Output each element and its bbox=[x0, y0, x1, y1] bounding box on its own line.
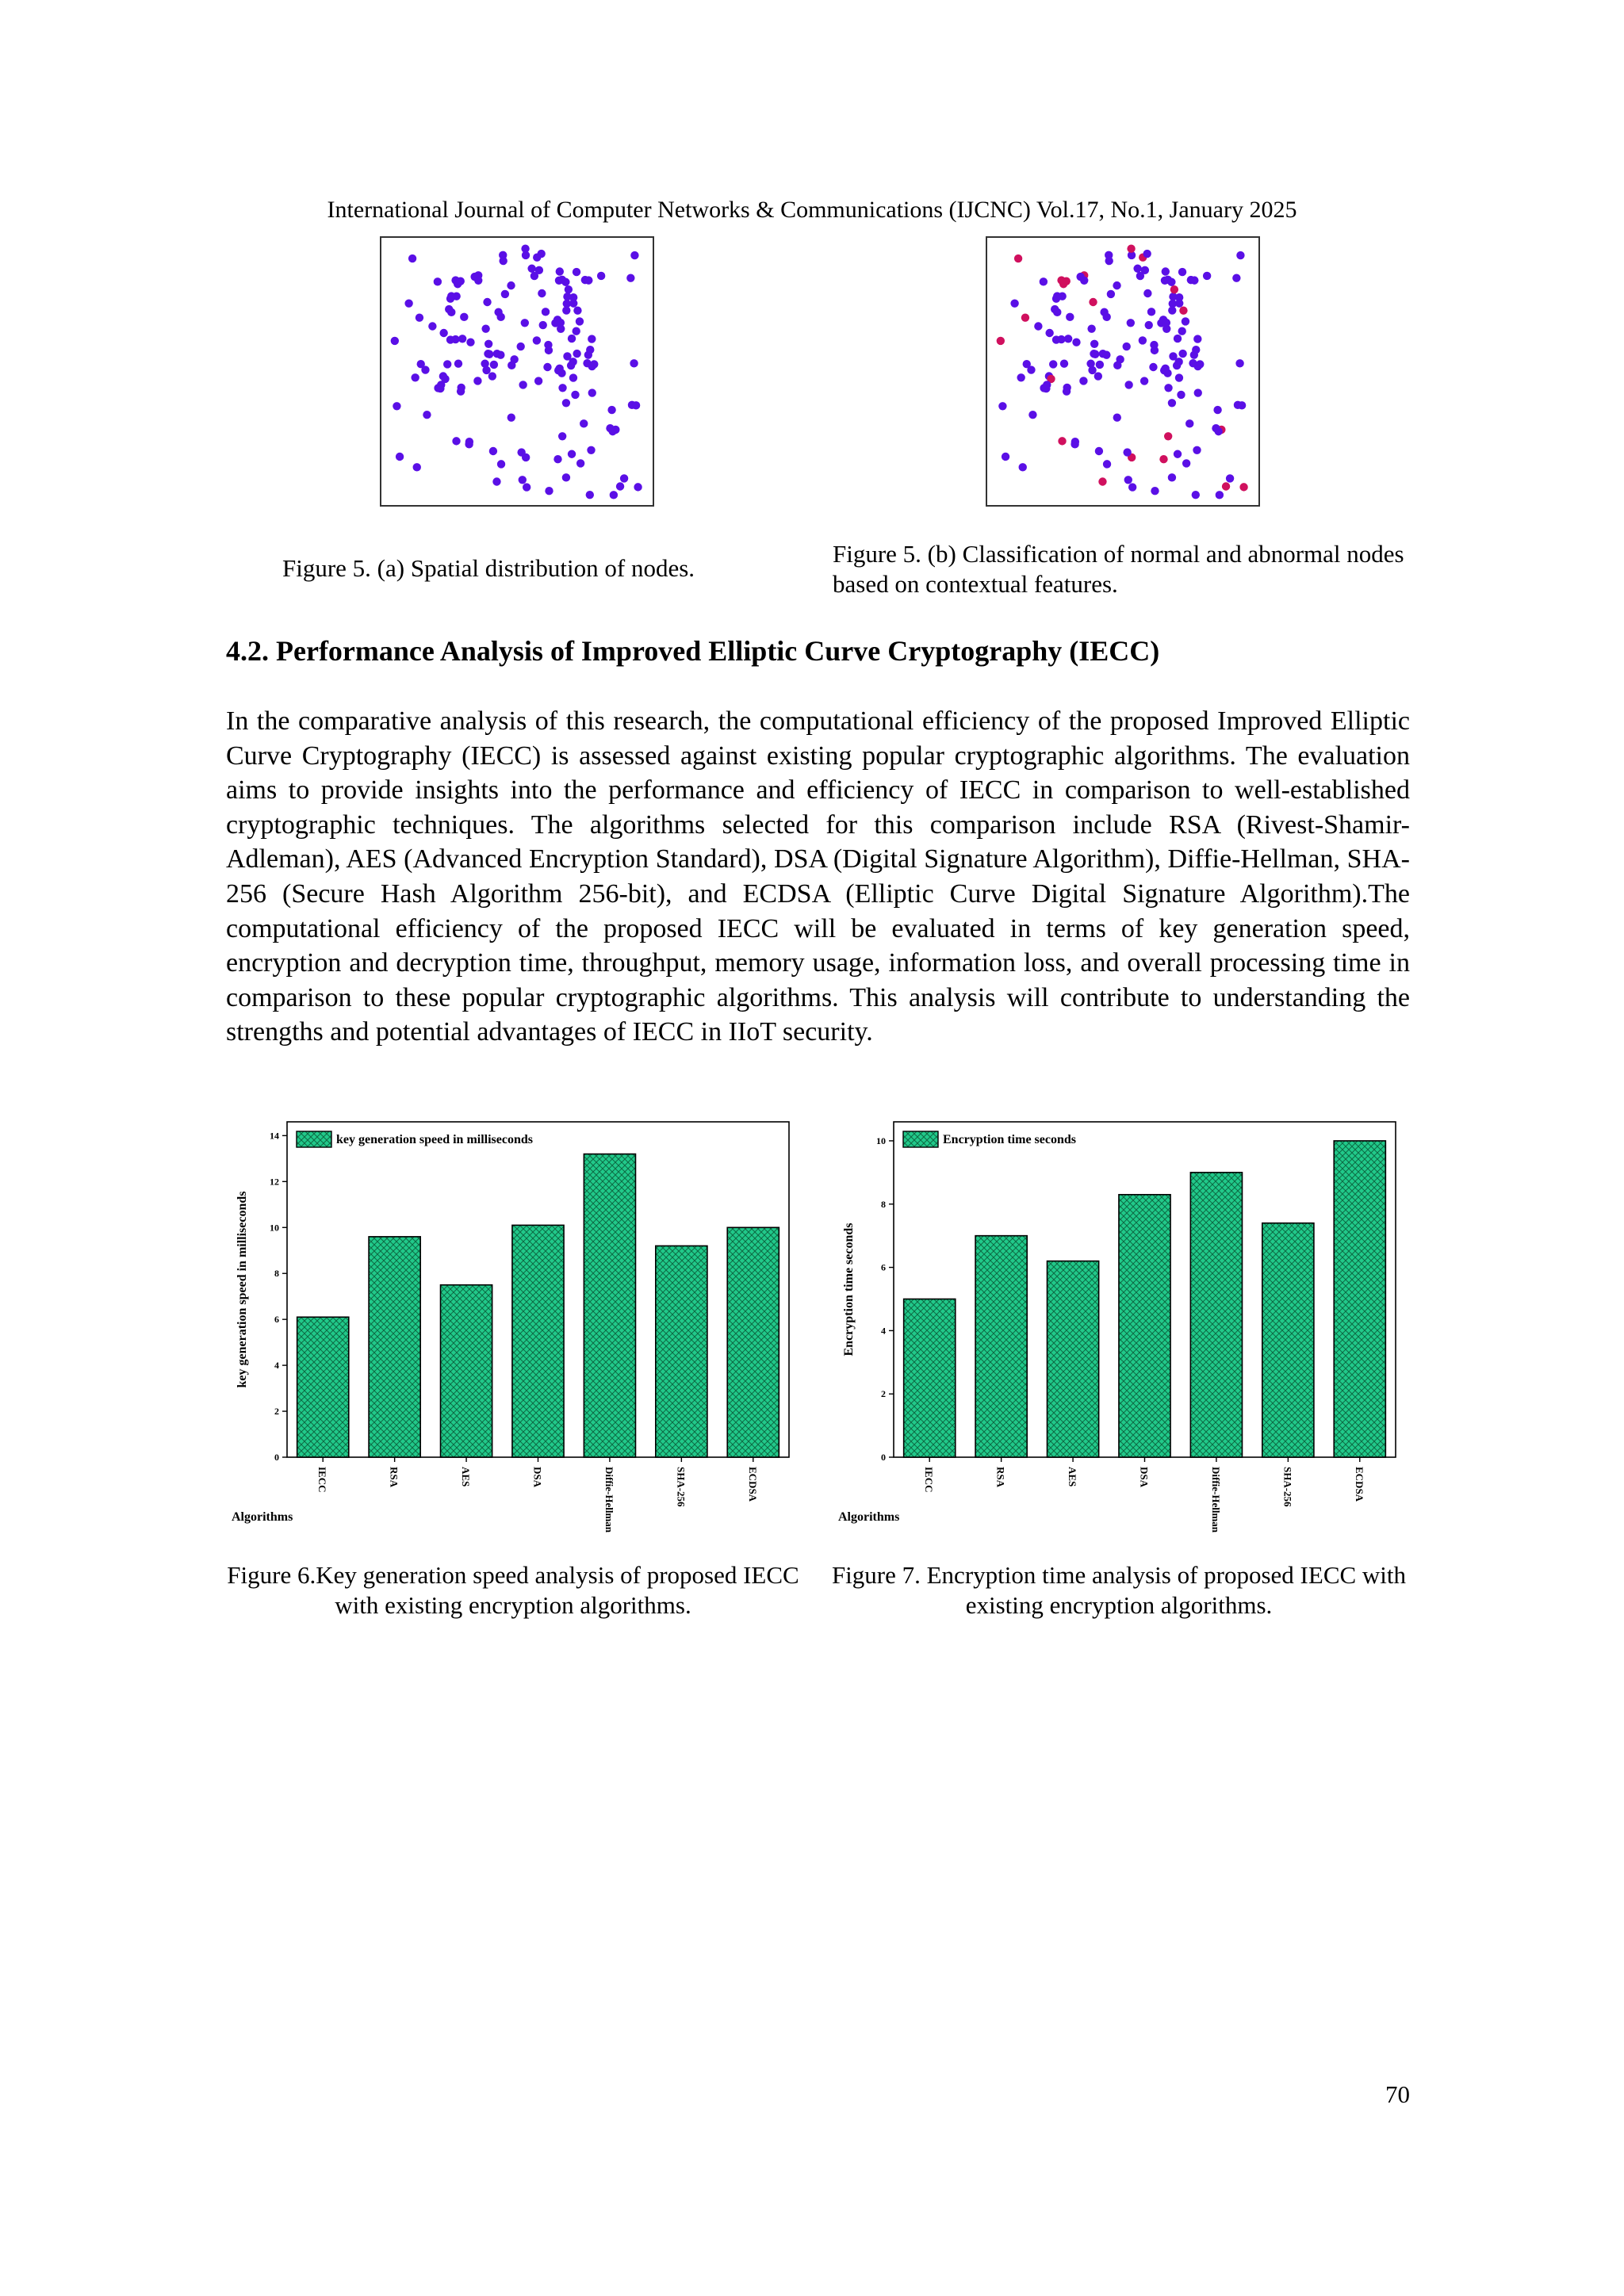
bar bbox=[512, 1225, 564, 1457]
node-point bbox=[428, 322, 436, 330]
normal-node-point bbox=[1019, 463, 1027, 471]
node-point bbox=[567, 362, 575, 369]
normal-node-point bbox=[1113, 362, 1121, 369]
node-point bbox=[499, 251, 507, 259]
y-axis-label: Encryption time seconds bbox=[842, 1223, 856, 1357]
body-paragraph: In the comparative analysis of this research, the computational efficiency of the proposed Improved Elliptic Curve Cryptography (IECC) is assessed against existing popular cryptographic algorithms. The evaluation aims to provide insights into the performance and efficiency of IECC in comparison to well-established cryptographic techniques. The algorithms selected for this comparison include RSA (Rivest-Shamir-Adleman), AES (Advanced Encryption Standard), DSA (Digital Signature Algorithm), Diffie-Hellman, SHA-256 (Secure Hash Algorithm 256-bit), and ECDSA (Elliptic Curve Digital Signature Algorithm).The computational efficiency of the proposed IECC will be evaluated in terms of key generation speed, encryption and decryption time, throughput, memory usage, information loss, and overall processing time in comparison to these popular cryptographic algorithms. This analysis will contribute to understanding the strengths and potential advantages of IECC in IIoT security. bbox=[226, 706, 1410, 1047]
node-point bbox=[569, 299, 577, 307]
normal-node-point bbox=[1066, 313, 1074, 321]
node-point bbox=[465, 440, 473, 448]
y-axis-label: key generation speed in milliseconds bbox=[236, 1191, 249, 1388]
node-point bbox=[630, 359, 638, 367]
node-point bbox=[632, 401, 640, 409]
normal-node-point bbox=[1113, 414, 1121, 422]
node-point bbox=[454, 360, 462, 368]
legend-swatch bbox=[297, 1131, 331, 1147]
normal-node-point bbox=[1079, 377, 1087, 385]
normal-node-point bbox=[1052, 335, 1060, 343]
normal-node-point bbox=[1087, 324, 1095, 332]
abnormal-node-point bbox=[1239, 483, 1247, 491]
node-point bbox=[481, 324, 489, 332]
normal-node-point bbox=[1173, 362, 1181, 369]
normal-node-point bbox=[1107, 290, 1115, 298]
normal-node-point bbox=[1189, 359, 1197, 367]
x-tick-label: AES bbox=[460, 1467, 473, 1487]
x-tick-label: IECC bbox=[316, 1467, 329, 1493]
node-point bbox=[446, 335, 454, 343]
normal-node-point bbox=[1127, 319, 1135, 327]
normal-node-point bbox=[1164, 384, 1172, 392]
y-tick-label: 14 bbox=[270, 1130, 279, 1142]
normal-node-point bbox=[1150, 341, 1158, 349]
node-point bbox=[443, 360, 451, 368]
abnormal-node-point bbox=[1222, 482, 1230, 490]
normal-node-point bbox=[1194, 388, 1202, 396]
node-point bbox=[539, 321, 547, 329]
node-point bbox=[620, 474, 628, 482]
normal-node-point bbox=[1193, 335, 1201, 342]
node-point bbox=[606, 424, 614, 432]
node-point bbox=[508, 414, 515, 422]
normal-node-point bbox=[1216, 491, 1224, 499]
normal-node-point bbox=[1193, 446, 1201, 454]
normal-node-point bbox=[1196, 360, 1204, 368]
normal-node-point bbox=[1145, 321, 1153, 329]
node-point bbox=[543, 363, 551, 371]
node-point bbox=[626, 274, 634, 281]
normal-node-point bbox=[1162, 267, 1170, 275]
node-point bbox=[573, 268, 580, 276]
bar bbox=[369, 1237, 420, 1457]
node-point bbox=[583, 359, 591, 367]
normal-node-point bbox=[1053, 308, 1061, 316]
node-point bbox=[587, 446, 595, 454]
abnormal-node-point bbox=[1127, 244, 1135, 252]
normal-node-point bbox=[1105, 251, 1113, 259]
node-point bbox=[434, 277, 442, 285]
node-point bbox=[460, 313, 468, 321]
y-tick-label: 4 bbox=[274, 1360, 279, 1372]
normal-node-point bbox=[1168, 473, 1176, 481]
normal-node-point bbox=[1143, 289, 1151, 297]
node-point bbox=[573, 350, 580, 358]
node-point bbox=[544, 341, 552, 349]
normal-node-point bbox=[1175, 373, 1183, 381]
abnormal-node-point bbox=[1159, 455, 1167, 463]
node-point bbox=[516, 342, 524, 350]
bar bbox=[584, 1154, 635, 1457]
normal-node-point bbox=[1045, 329, 1053, 337]
node-point bbox=[485, 340, 492, 348]
normal-node-point bbox=[1236, 251, 1244, 259]
legend-swatch bbox=[903, 1131, 938, 1147]
node-point bbox=[483, 298, 491, 306]
abnormal-node-point bbox=[1164, 432, 1172, 440]
y-tick-label: 2 bbox=[274, 1406, 279, 1418]
normal-node-point bbox=[1053, 292, 1061, 300]
legend-label: Encryption time seconds bbox=[943, 1133, 1076, 1146]
normal-node-point bbox=[1122, 342, 1130, 350]
node-point bbox=[457, 277, 465, 285]
normal-node-point bbox=[1133, 265, 1141, 273]
normal-node-point bbox=[1113, 281, 1120, 289]
node-point bbox=[586, 491, 594, 499]
node-point bbox=[466, 339, 474, 346]
node-point bbox=[447, 292, 455, 300]
abnormal-node-point bbox=[1021, 314, 1029, 322]
node-point bbox=[492, 477, 500, 485]
node-point bbox=[561, 278, 569, 286]
node-point bbox=[439, 329, 447, 337]
abnormal-node-point bbox=[997, 337, 1005, 345]
node-point bbox=[416, 314, 423, 322]
bar bbox=[1048, 1261, 1099, 1457]
node-point bbox=[404, 300, 412, 308]
node-point bbox=[413, 463, 421, 471]
x-tick-label: DSA bbox=[531, 1467, 544, 1488]
node-point bbox=[537, 250, 545, 258]
bar bbox=[441, 1285, 492, 1457]
normal-node-point bbox=[1168, 399, 1176, 407]
x-tick-label: DSA bbox=[1138, 1467, 1151, 1488]
normal-node-point bbox=[1212, 424, 1220, 432]
normal-node-point bbox=[1091, 350, 1099, 358]
normal-node-point bbox=[1178, 268, 1186, 276]
normal-node-point bbox=[1226, 474, 1234, 482]
x-tick-label: ECDSA bbox=[1353, 1467, 1365, 1502]
normal-node-point bbox=[1063, 387, 1071, 395]
normal-node-point bbox=[1185, 419, 1193, 427]
normal-node-point bbox=[1010, 300, 1018, 308]
y-tick-label: 8 bbox=[881, 1198, 886, 1210]
node-point bbox=[408, 254, 416, 262]
normal-node-point bbox=[1178, 350, 1186, 358]
normal-node-point bbox=[1169, 293, 1177, 300]
y-tick-label: 8 bbox=[274, 1268, 279, 1280]
node-point bbox=[497, 460, 505, 468]
node-point bbox=[482, 366, 490, 374]
normal-node-point bbox=[1192, 346, 1200, 354]
normal-node-point bbox=[1060, 360, 1068, 368]
node-point bbox=[452, 437, 460, 445]
normal-node-point bbox=[1160, 366, 1168, 374]
node-point bbox=[517, 448, 525, 456]
figure-6-caption: Figure 6.Key generation speed analysis of proposed IECC with existing encryption algorithms. bbox=[227, 1561, 799, 1619]
node-point bbox=[576, 317, 584, 325]
y-tick-label: 6 bbox=[274, 1314, 279, 1326]
abnormal-node-point bbox=[1063, 277, 1071, 285]
x-tick-label: SHA-256 bbox=[1281, 1467, 1294, 1507]
normal-node-point bbox=[1043, 381, 1051, 388]
x-axis-label: Algorithms bbox=[838, 1510, 900, 1524]
node-point bbox=[490, 361, 498, 369]
node-point bbox=[393, 402, 400, 410]
normal-node-point bbox=[1203, 272, 1211, 280]
abnormal-node-point bbox=[1179, 307, 1187, 315]
normal-node-point bbox=[1124, 476, 1132, 484]
normal-node-point bbox=[1149, 363, 1157, 371]
node-point bbox=[519, 381, 527, 388]
node-point bbox=[568, 450, 576, 458]
node-point bbox=[527, 265, 535, 273]
y-tick-label: 4 bbox=[881, 1325, 886, 1337]
normal-node-point bbox=[1190, 276, 1198, 284]
normal-node-point bbox=[1095, 447, 1103, 455]
node-point bbox=[553, 455, 561, 463]
node-point bbox=[568, 335, 576, 342]
node-point bbox=[576, 459, 584, 467]
figure-7-bar-chart bbox=[829, 1118, 1408, 1562]
node-point bbox=[565, 285, 573, 293]
node-point bbox=[563, 293, 571, 300]
node-point bbox=[534, 377, 542, 385]
node-point bbox=[496, 351, 504, 359]
node-point bbox=[396, 453, 404, 461]
node-point bbox=[562, 473, 570, 481]
normal-node-point bbox=[1002, 453, 1009, 461]
normal-node-point bbox=[1139, 336, 1147, 344]
node-point bbox=[437, 381, 445, 388]
normal-node-point bbox=[1162, 319, 1170, 327]
bar bbox=[656, 1246, 707, 1457]
section-heading: 4.2. Performance Analysis of Improved Elliptic Curve Cryptography (IECC) bbox=[226, 635, 1160, 667]
figure-5b-caption: Figure 5. (b) Classification of normal and abnormal nodes based on contextual features. bbox=[833, 540, 1404, 598]
abnormal-node-point bbox=[1058, 437, 1066, 445]
normal-node-point bbox=[1232, 274, 1240, 281]
legend-label: key generation speed in milliseconds bbox=[336, 1133, 534, 1146]
normal-node-point bbox=[1143, 250, 1151, 258]
node-point bbox=[590, 360, 598, 368]
normal-node-point bbox=[998, 402, 1006, 410]
normal-node-point bbox=[1177, 391, 1185, 399]
normal-node-point bbox=[1147, 308, 1155, 316]
node-point bbox=[423, 411, 431, 419]
node-point bbox=[447, 308, 455, 316]
normal-node-point bbox=[1128, 483, 1136, 491]
node-point bbox=[558, 432, 566, 440]
bar bbox=[1190, 1173, 1242, 1457]
normal-node-point bbox=[1100, 308, 1108, 316]
normal-node-point bbox=[1192, 491, 1200, 499]
normal-node-point bbox=[1178, 327, 1185, 335]
node-point bbox=[533, 336, 541, 344]
normal-node-point bbox=[1124, 381, 1132, 388]
node-point bbox=[494, 308, 502, 316]
node-point bbox=[501, 290, 509, 298]
node-point bbox=[411, 373, 419, 381]
normal-node-point bbox=[1238, 401, 1246, 409]
normal-node-point bbox=[1175, 299, 1183, 307]
y-tick-label: 0 bbox=[274, 1452, 279, 1463]
x-tick-label: IECC bbox=[923, 1467, 936, 1493]
normal-node-point bbox=[1174, 335, 1182, 342]
node-point bbox=[573, 307, 581, 315]
normal-node-point bbox=[1096, 361, 1104, 369]
node-point bbox=[558, 384, 566, 392]
normal-node-point bbox=[1017, 373, 1025, 381]
node-point bbox=[556, 267, 564, 275]
x-axis-label: Algorithms bbox=[232, 1510, 293, 1524]
node-point bbox=[586, 346, 594, 354]
bar bbox=[904, 1299, 956, 1457]
normal-node-point bbox=[1167, 278, 1175, 286]
normal-node-point bbox=[1140, 377, 1148, 385]
normal-node-point bbox=[1136, 272, 1144, 280]
bar bbox=[975, 1236, 1027, 1457]
figure-6-bar-chart bbox=[222, 1118, 801, 1562]
node-point bbox=[569, 373, 577, 381]
normal-node-point bbox=[1102, 351, 1110, 359]
node-point bbox=[521, 244, 529, 252]
node-point bbox=[580, 419, 588, 427]
x-tick-label: ECDSA bbox=[746, 1467, 759, 1502]
y-tick-label: 12 bbox=[270, 1176, 279, 1188]
normal-node-point bbox=[1076, 273, 1084, 281]
normal-node-point bbox=[1034, 322, 1042, 330]
abnormal-node-point bbox=[1014, 254, 1022, 262]
figure-5b-scatter-plot bbox=[986, 236, 1260, 507]
bar bbox=[1262, 1223, 1314, 1457]
node-point bbox=[507, 281, 515, 289]
node-point bbox=[421, 365, 429, 373]
node-point bbox=[562, 399, 570, 407]
normal-node-point bbox=[1151, 487, 1159, 495]
node-point bbox=[554, 366, 562, 374]
node-point bbox=[571, 391, 579, 399]
bar bbox=[1119, 1195, 1170, 1457]
page-number: 70 bbox=[1385, 2080, 1410, 2108]
x-tick-label: SHA-256 bbox=[675, 1467, 688, 1507]
figure-5a-caption: Figure 5. (a) Spatial distribution of nodes. bbox=[282, 554, 695, 582]
normal-node-point bbox=[1027, 365, 1035, 373]
x-tick-label: RSA bbox=[388, 1467, 400, 1488]
abnormal-node-point bbox=[1089, 298, 1097, 306]
normal-node-point bbox=[1182, 459, 1190, 467]
y-tick-label: 10 bbox=[270, 1222, 279, 1234]
node-point bbox=[485, 350, 493, 358]
node-point bbox=[521, 319, 529, 327]
normal-node-point bbox=[1028, 411, 1036, 419]
normal-node-point bbox=[1103, 460, 1111, 468]
normal-node-point bbox=[1090, 340, 1098, 348]
node-point bbox=[557, 319, 565, 327]
node-point bbox=[597, 272, 605, 280]
abnormal-node-point bbox=[1170, 285, 1178, 293]
abnormal-node-point bbox=[1098, 477, 1106, 485]
figure-7-caption: Figure 7. Encryption time analysis of proposed IECC with existing encryption algorithms. bbox=[831, 1561, 1407, 1619]
y-tick-label: 6 bbox=[881, 1261, 886, 1273]
node-point bbox=[538, 289, 546, 297]
node-point bbox=[630, 251, 638, 259]
normal-node-point bbox=[1088, 366, 1096, 374]
node-point bbox=[391, 337, 399, 345]
normal-node-point bbox=[1174, 450, 1182, 458]
normal-node-point bbox=[1123, 448, 1131, 456]
node-point bbox=[508, 362, 515, 369]
normal-node-point bbox=[1071, 440, 1078, 448]
normal-node-point bbox=[1049, 360, 1057, 368]
node-point bbox=[634, 483, 642, 491]
x-tick-label: Diffie-Hellman bbox=[603, 1467, 615, 1533]
y-tick-label: 2 bbox=[881, 1388, 886, 1400]
node-point bbox=[457, 387, 465, 395]
node-point bbox=[473, 377, 481, 385]
bar bbox=[297, 1317, 349, 1457]
y-tick-label: 10 bbox=[876, 1135, 886, 1146]
normal-node-point bbox=[1235, 359, 1243, 367]
normal-node-point bbox=[1072, 339, 1080, 346]
node-point bbox=[545, 487, 553, 495]
node-point bbox=[584, 276, 592, 284]
figure-5a-scatter-plot bbox=[380, 236, 654, 507]
x-tick-label: Diffie-Hellman bbox=[1209, 1467, 1222, 1533]
node-point bbox=[610, 491, 618, 499]
node-point bbox=[523, 483, 530, 491]
x-tick-label: RSA bbox=[994, 1467, 1007, 1488]
bar bbox=[727, 1227, 779, 1457]
node-point bbox=[542, 308, 550, 316]
node-point bbox=[588, 335, 596, 342]
y-tick-label: 0 bbox=[881, 1452, 886, 1463]
node-point bbox=[488, 372, 496, 380]
bar bbox=[1334, 1141, 1385, 1457]
normal-node-point bbox=[1182, 317, 1189, 325]
node-point bbox=[588, 388, 596, 396]
normal-node-point bbox=[1040, 277, 1048, 285]
node-point bbox=[530, 272, 538, 280]
node-point bbox=[489, 447, 497, 455]
normal-node-point bbox=[1213, 406, 1221, 414]
x-tick-label: AES bbox=[1067, 1467, 1079, 1487]
node-point bbox=[572, 327, 580, 335]
node-point bbox=[616, 482, 624, 490]
normal-node-point bbox=[1094, 372, 1102, 380]
node-point bbox=[607, 406, 615, 414]
journal-header: International Journal of Computer Networks & Communications (IJCNC) Vol.17, No.1, January 2025 bbox=[327, 197, 1297, 223]
node-point bbox=[519, 476, 527, 484]
node-point bbox=[470, 273, 478, 281]
